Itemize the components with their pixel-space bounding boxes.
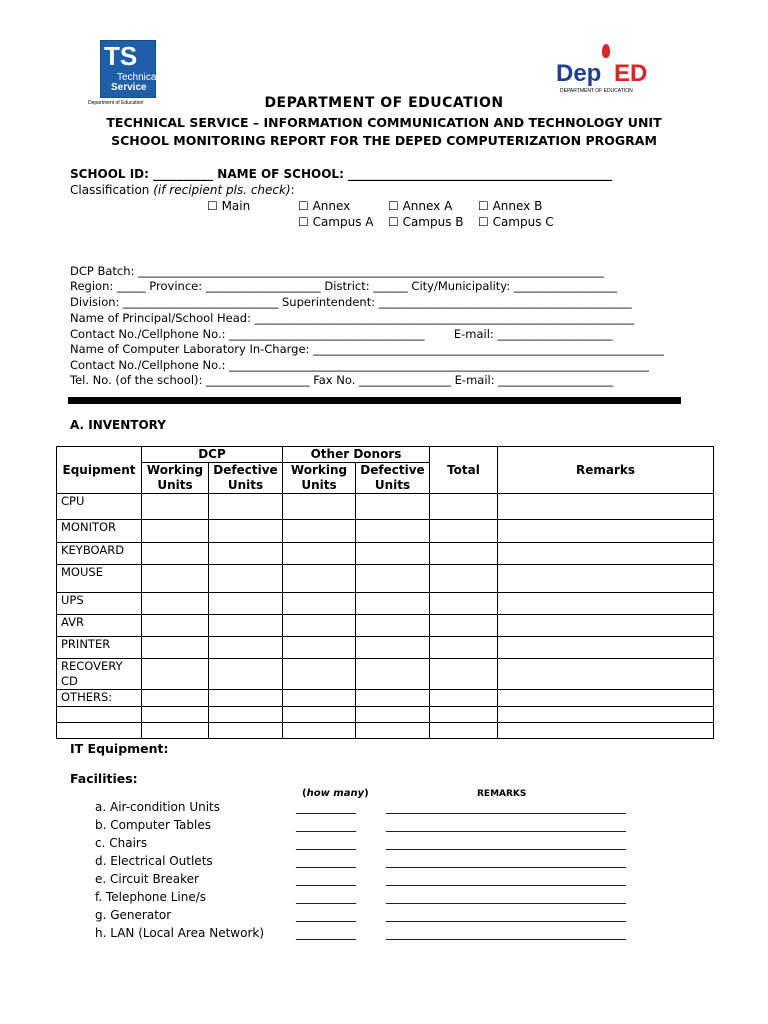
table-row <box>57 615 714 637</box>
checkbox-label-main: Main <box>221 199 251 213</box>
col-other-working: Working Units <box>283 463 356 494</box>
ts-logo-caption: Department of Education <box>88 100 144 106</box>
checkbox-annex-b[interactable]: ☐ Annex B <box>478 199 543 213</box>
row-label[interactable] <box>57 723 142 739</box>
table-row <box>57 690 714 707</box>
remarks-field[interactable]: ________________________________________ <box>386 854 626 868</box>
remarks-field[interactable]: ________________________________________ <box>386 872 626 886</box>
count-field[interactable]: __________ <box>296 890 356 904</box>
classification-text: Classification <box>70 183 154 197</box>
contact-line[interactable]: Contact No./Cellphone No.: __________________________________ E-mail: ____________________ <box>70 327 613 341</box>
count-field[interactable]: __________ <box>296 854 356 868</box>
checkbox-main[interactable]: ☐ Main <box>207 199 251 213</box>
row-label: AVR <box>57 615 142 637</box>
checkbox-label-campus-b: Campus B <box>402 215 464 229</box>
col-dcp-defective: Defective Units <box>209 463 283 494</box>
col-dcp-working: Working Units <box>142 463 209 494</box>
remarks-field[interactable]: ________________________________________ <box>386 890 626 904</box>
remarks-field[interactable]: ________________________________________ <box>386 908 626 922</box>
how-many-label: (how many) <box>302 788 369 799</box>
count-field[interactable]: __________ <box>296 872 356 886</box>
facility-item: g. Generator <box>95 908 172 922</box>
row-label: KEYBOARD <box>57 543 142 565</box>
remarks-field[interactable]: ________________________________________ <box>386 818 626 832</box>
count-field[interactable]: __________ <box>296 926 356 940</box>
ts-logo-line1: Technical <box>117 72 159 83</box>
tel-line[interactable]: Tel. No. (of the school): __________________ Fax No. ________________ E-mail: ____________________ <box>70 373 614 387</box>
deped-logo-ed: ED <box>614 60 648 87</box>
how-many-text: how many <box>306 788 365 799</box>
col-dcp: DCP <box>142 447 283 463</box>
facility-item: c. Chairs <box>95 836 148 850</box>
row-label: PRINTER <box>57 637 142 659</box>
facility-item: h. LAN (Local Area Network) <box>95 926 265 940</box>
page-subtitle-2: SCHOOL MONITORING REPORT FOR THE DEPED COMPUTERIZATION PROGRAM <box>111 133 657 148</box>
facility-item: f. Telephone Line/s <box>95 890 207 904</box>
count-field[interactable]: __________ <box>296 908 356 922</box>
checkbox-label-campus-c: Campus C <box>492 215 554 229</box>
dcp-batch-line[interactable]: DCP Batch: _________________________________________________________________________________ <box>70 264 604 278</box>
checkbox-label-annex-b: Annex B <box>492 199 543 213</box>
school-id-line: SCHOOL ID: __________ NAME OF SCHOOL: ____________________________________________ <box>70 167 613 181</box>
col-other-donors: Other Donors <box>283 447 430 463</box>
count-field[interactable]: __________ <box>296 800 356 814</box>
lab-contact-line[interactable]: Contact No./Cellphone No.: _________________________________________________________________________ <box>70 358 649 372</box>
checkbox-campus-b[interactable]: ☐ Campus B <box>388 215 464 229</box>
facility-item: a. Air-condition Units <box>95 800 220 814</box>
col-equipment: Equipment <box>57 447 142 494</box>
table-row <box>57 637 714 659</box>
facility-item: d. Electrical Outlets <box>95 854 213 868</box>
inventory-heading: A. INVENTORY <box>70 418 166 432</box>
row-label: OTHERS: <box>57 690 142 707</box>
row-label: CPU <box>57 494 142 520</box>
row-label: UPS <box>57 593 142 615</box>
checkbox-annex-a[interactable]: ☐ Annex A <box>388 199 453 213</box>
remarks-label: REMARKS <box>477 789 527 799</box>
col-total: Total <box>430 447 498 494</box>
region-line[interactable]: Region: _____ Province: ____________________ District: ______ City/Municipality: __________________ <box>70 279 618 293</box>
deped-logo-caption: DEPARTMENT OF EDUCATION <box>560 88 633 94</box>
ts-logo-line2: Service <box>111 82 147 93</box>
table-row <box>57 494 714 520</box>
table-row <box>57 543 714 565</box>
principal-line[interactable]: Name of Principal/School Head: __________________________________________________________________ <box>70 311 635 325</box>
remarks-field[interactable]: ________________________________________ <box>386 926 626 940</box>
table-row <box>57 723 714 739</box>
table-row <box>57 593 714 615</box>
classification-hint: (if recipient pls. check) <box>153 183 291 197</box>
division-line[interactable]: Division: ___________________________ Superintendent: ____________________________________________ <box>70 295 632 309</box>
facility-item: e. Circuit Breaker <box>95 872 199 886</box>
facilities-heading: Facilities: <box>70 771 138 786</box>
classification-colon: : <box>290 183 295 197</box>
remarks-field[interactable]: ________________________________________ <box>386 836 626 850</box>
checkbox-label-annex-a: Annex A <box>402 199 453 213</box>
lab-incharge-line[interactable]: Name of Computer Laboratory In-Charge: _____________________________________________________________ <box>70 342 664 356</box>
checkbox-label-annex: Annex <box>312 199 351 213</box>
table-row <box>57 707 714 723</box>
checkbox-campus-a[interactable]: ☐ Campus A <box>298 215 374 229</box>
page-subtitle-1: TECHNICAL SERVICE – INFORMATION COMMUNICATION AND TECHNOLOGY UNIT <box>106 115 662 130</box>
table-row <box>57 659 714 690</box>
row-label[interactable] <box>57 707 142 723</box>
facility-item: b. Computer Tables <box>95 818 211 832</box>
ts-logo <box>100 40 159 98</box>
checkbox-annex[interactable]: ☐ Annex <box>298 199 351 213</box>
checkbox-campus-c[interactable]: ☐ Campus C <box>478 215 554 229</box>
page-title: DEPARTMENT OF EDUCATION <box>264 95 504 111</box>
classification-label <box>70 183 295 197</box>
section-divider <box>68 397 681 404</box>
inventory-table <box>56 446 714 739</box>
row-label: RECOVERY CD <box>57 659 142 690</box>
table-row <box>57 565 714 593</box>
remarks-field[interactable]: ________________________________________ <box>386 800 626 814</box>
col-other-defective: Defective Units <box>356 463 430 494</box>
checkbox-label-campus-a: Campus A <box>312 215 374 229</box>
deped-logo-dep: Dep <box>556 60 602 87</box>
count-field[interactable]: __________ <box>296 818 356 832</box>
row-label: MOUSE <box>57 565 142 593</box>
row-label: MONITOR <box>57 520 142 543</box>
ts-logo-text: TS <box>104 41 138 71</box>
deped-logo <box>556 56 660 96</box>
count-field[interactable]: __________ <box>296 836 356 850</box>
it-equipment-heading: IT Equipment: <box>70 741 169 756</box>
col-remarks: Remarks <box>498 447 714 494</box>
table-row <box>57 520 714 543</box>
torch-icon <box>602 44 610 58</box>
